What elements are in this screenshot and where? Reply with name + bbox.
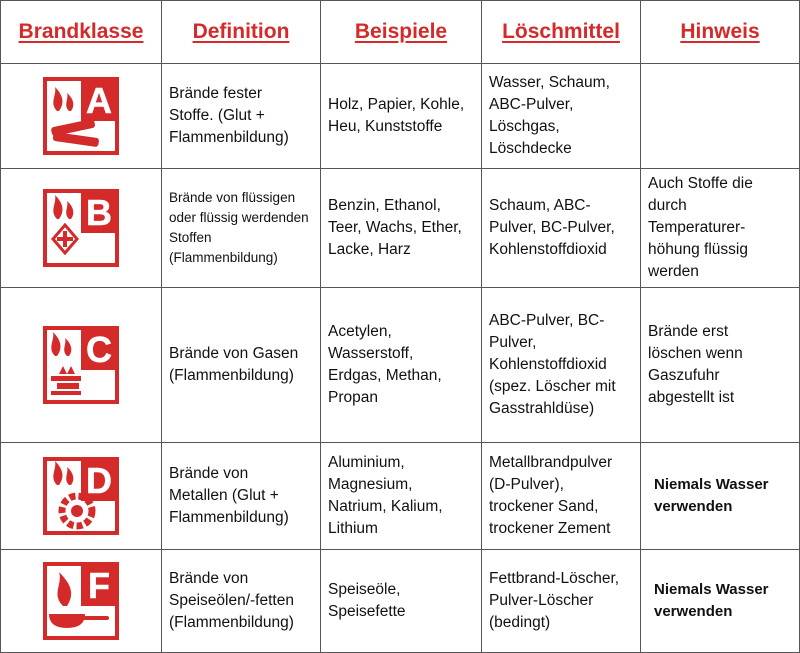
- header-beispiele: Beispiele: [321, 1, 482, 64]
- loeschmittel-cell: Metallbrandpulver (D-Pulver), trockener Sand, trockener Zement: [482, 443, 641, 550]
- table-row: [1, 64, 800, 169]
- hinweis-cell: Niemals Wasser verwenden: [641, 550, 800, 653]
- loeschmittel-cell: Schaum, ABC- Pulver, BC-Pulver, Kohlenstoffdioxid: [482, 169, 641, 288]
- definition-cell: Brände von Gasen (Flammenbildung): [162, 288, 321, 443]
- svg-text:A: A: [86, 80, 112, 121]
- beispiele-cell: Aluminium, Magnesium, Natrium, Kalium, Lithium: [321, 443, 482, 550]
- table-row: [1, 550, 800, 653]
- beispiele-cell: Benzin, Ethanol, Teer, Wachs, Ether, Lacke, Harz: [321, 169, 482, 288]
- definition-cell: Brände von Metallen (Glut + Flammenbildung): [162, 443, 321, 550]
- beispiele-cell: Acetylen, Wasserstoff, Erdgas, Methan, Propan: [321, 288, 482, 443]
- brandklasse-cell: [1, 64, 162, 169]
- brandklasse-d-icon: [43, 457, 119, 535]
- definition-cell: Brände fester Stoffe. (Glut + Flammenbildung): [162, 64, 321, 169]
- definition-cell: Brände von Speiseölen/-fetten (Flammenbildung): [162, 550, 321, 653]
- brandklasse-b-icon: [43, 189, 119, 267]
- brandklasse-f-icon: [43, 562, 119, 640]
- hinweis-cell: [641, 64, 800, 169]
- header-loeschmittel: Löschmittel: [482, 1, 641, 64]
- beispiele-cell: Speiseöle, Speisefette: [321, 550, 482, 653]
- header-hinweis: Hinweis: [641, 1, 800, 64]
- header-brandklasse: Brandklasse: [1, 1, 162, 64]
- brandklasse-c-icon: [43, 326, 119, 404]
- brandklasse-cell: [1, 169, 162, 288]
- header-row: [1, 1, 800, 64]
- svg-text:C: C: [86, 329, 112, 370]
- brandklasse-a-icon: [43, 77, 119, 155]
- loeschmittel-cell: Wasser, Schaum, ABC-Pulver, Löschgas, Löschdecke: [482, 64, 641, 169]
- table-row: [1, 443, 800, 550]
- table-row: [1, 169, 800, 288]
- svg-text:D: D: [86, 460, 112, 501]
- definition-cell: Brände von flüssigen oder flüssig werdenden Stoffen (Flammenbildung): [162, 169, 321, 288]
- hinweis-cell: Auch Stoffe die durch Temperaturer- höhung flüssig werden: [641, 169, 800, 288]
- svg-text:B: B: [86, 192, 112, 233]
- hinweis-cell: Brände erst löschen wenn Gaszufuhr abgestellt ist: [641, 288, 800, 443]
- brandklasse-cell: [1, 443, 162, 550]
- loeschmittel-cell: Fettbrand-Löscher, Pulver-Löscher (bedingt): [482, 550, 641, 653]
- loeschmittel-cell: ABC-Pulver, BC- Pulver, Kohlenstoffdioxid (spez. Löscher mit Gasstrahldüse): [482, 288, 641, 443]
- svg-text:F: F: [88, 565, 110, 606]
- brandklasse-cell: [1, 288, 162, 443]
- hinweis-cell: Niemals Wasser verwenden: [641, 443, 800, 550]
- beispiele-cell: Holz, Papier, Kohle, Heu, Kunststoffe: [321, 64, 482, 169]
- header-definition: Definition: [162, 1, 321, 64]
- brandklasse-cell: [1, 550, 162, 653]
- table-row: [1, 288, 800, 443]
